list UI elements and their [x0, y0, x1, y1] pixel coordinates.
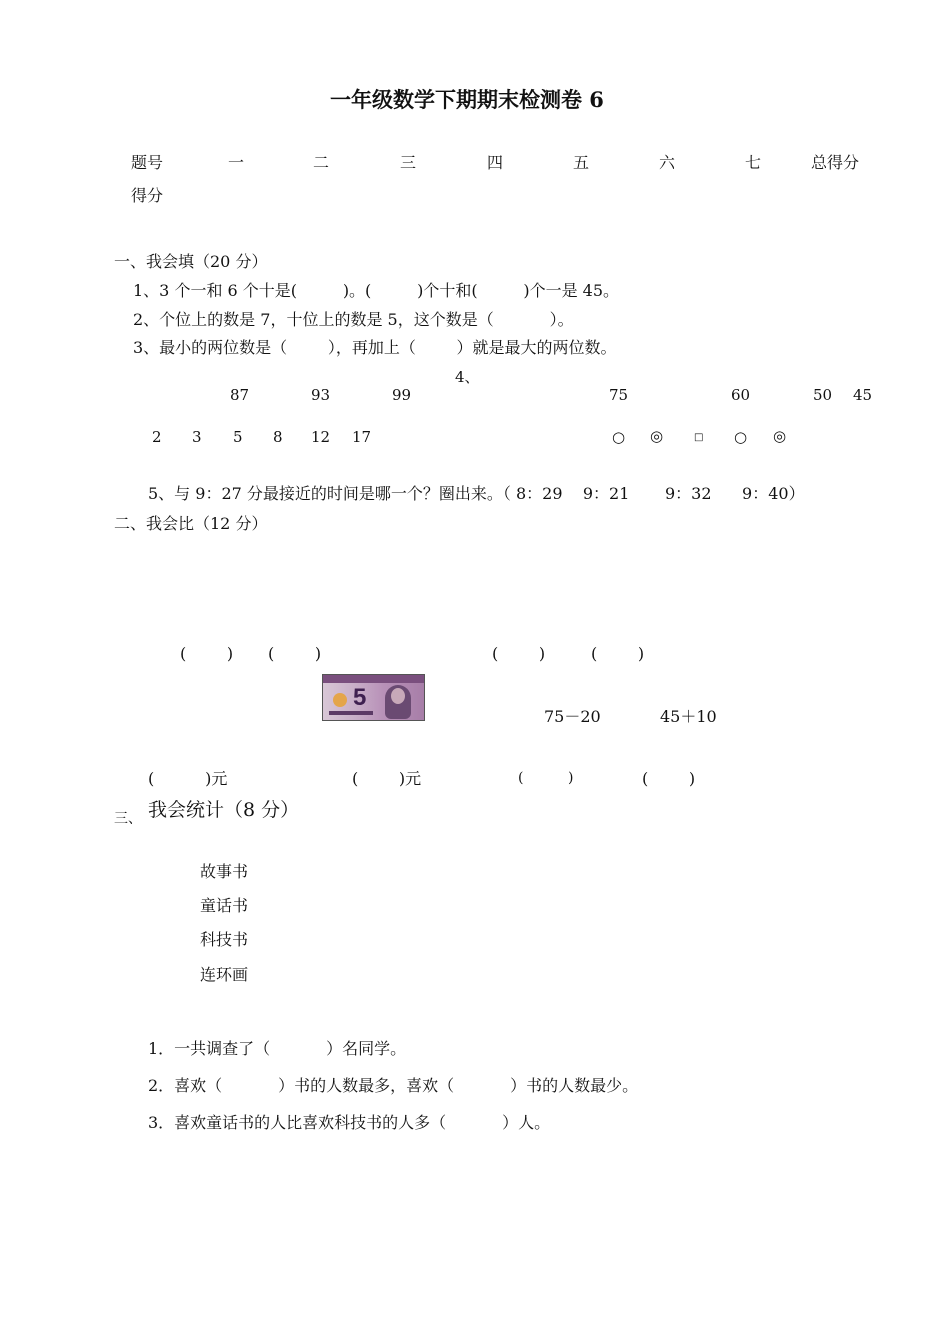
compare-blank: ( ) — [591, 644, 645, 663]
score-table-header-3: 三 — [400, 153, 417, 172]
section1-question-1: 1、3 个一和 6 个十是( )。( )个十和( )个一是 45。 — [133, 281, 620, 300]
answer-blank-yuan: ( )元 — [148, 769, 228, 788]
section1-question-4-label: 4、 — [455, 368, 480, 386]
compare-blank: ( ) — [268, 644, 322, 663]
q4-number: 2 — [152, 428, 162, 446]
score-table-header-7: 七 — [745, 153, 762, 172]
circle-icon: ○ — [612, 428, 626, 446]
section3-heading-prefix: 三、 — [114, 811, 142, 827]
q4-number: 50 — [813, 386, 833, 404]
book-category: 童话书 — [200, 896, 249, 915]
compare-blank: ( ) — [492, 644, 546, 663]
circle-icon: ○ — [734, 428, 748, 446]
q4-number: 3 — [192, 428, 202, 446]
compare-blank: ( ) — [180, 644, 234, 663]
double-circle-icon: ◎ — [773, 427, 787, 445]
q4-number: 93 — [311, 386, 331, 404]
score-table-header-4: 四 — [487, 153, 504, 172]
section1-question-3: 3、最小的两位数是（ ），再加上（ ）就是最大的两位数。 — [133, 338, 617, 357]
score-table-header-label: 题号 — [131, 153, 164, 172]
rmb-banknote-icon: 5 — [322, 674, 425, 721]
section1-question-5: 5、与 9：27 分最接近的时间是哪一个？圈出来。（ 8：29 9：21 9：32 9：40） — [148, 484, 805, 503]
section3-heading: 我会统计（8 分） — [148, 799, 300, 821]
section2-heading: 二、我会比（12 分） — [114, 514, 268, 533]
book-category: 科技书 — [200, 930, 249, 949]
score-table-header-1: 一 — [228, 153, 245, 172]
q4-number: 75 — [609, 386, 629, 404]
square-icon: □ — [694, 432, 704, 443]
section1-question-2: 2、个位上的数是 7，十位上的数是 5，这个数是（ ）。 — [133, 310, 574, 329]
expression-1: 75－20 — [544, 707, 601, 726]
q4-number: 60 — [731, 386, 751, 404]
score-table-header-6: 六 — [659, 153, 676, 172]
score-table-row-label: 得分 — [131, 186, 164, 205]
q4-number: 99 — [392, 386, 412, 404]
expression-2: 45＋10 — [660, 707, 717, 726]
q4-number: 87 — [230, 386, 250, 404]
page-title: 一年级数学下期期末检测卷 6 — [330, 87, 604, 112]
q4-number: 17 — [352, 428, 372, 446]
section1-heading: 一、我会填（20 分） — [114, 252, 268, 271]
book-category: 故事书 — [200, 862, 249, 881]
answer-blank: ( ) — [518, 770, 574, 786]
answer-blank: ( ) — [642, 769, 696, 788]
q4-number: 8 — [273, 428, 283, 446]
section3-question-2: 2．喜欢（ ）书的人数最多，喜欢（ ）书的人数最少。 — [148, 1076, 639, 1095]
section3-question-1: 1．一共调查了（ ）名同学。 — [148, 1039, 407, 1058]
double-circle-icon: ◎ — [650, 427, 664, 445]
score-table-header-5: 五 — [573, 153, 590, 172]
score-table-header-total: 总得分 — [811, 153, 860, 172]
q4-number: 5 — [233, 428, 243, 446]
q4-number: 12 — [311, 428, 331, 446]
score-table-header-2: 二 — [313, 153, 330, 172]
section3-question-3: 3．喜欢童话书的人比喜欢科技书的人多（ ）人。 — [148, 1113, 551, 1132]
book-category: 连环画 — [200, 965, 249, 984]
answer-blank-yuan: ( )元 — [352, 769, 422, 788]
q4-number: 45 — [853, 386, 873, 404]
